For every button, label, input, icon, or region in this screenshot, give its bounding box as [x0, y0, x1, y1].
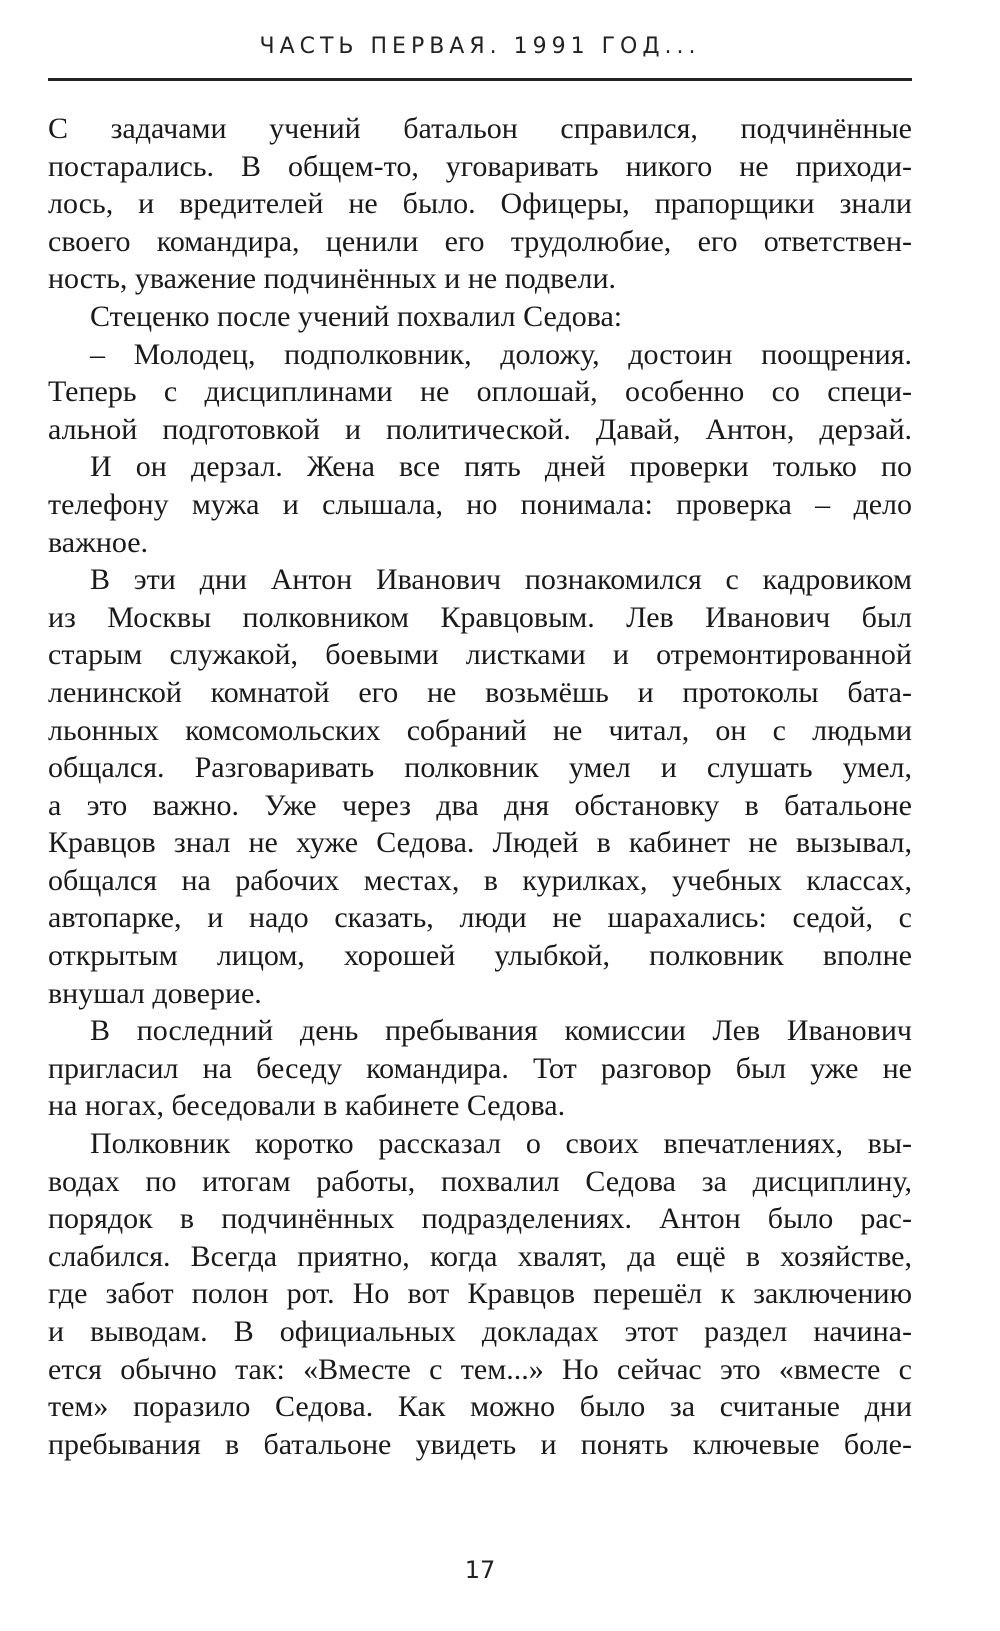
text-line: В последний день пребывания комиссии Лев Иванович — [90, 1014, 912, 1048]
text-line: льонных комсомольских собраний не читал, он с людьми — [48, 713, 912, 747]
text-line: постарались. В общем-то, уговаривать никого не приходи- — [48, 149, 912, 183]
text-line: внушал доверие. — [48, 976, 262, 1010]
text-line: и выводам. В официальных докладах этот раздел начина- — [48, 1315, 912, 1348]
text-line: ется обычно так: «Вместе с тем...» Но сейчас это «вместе с — [48, 1352, 912, 1386]
text-line: слабился. Всегда приятно, когда хвалят, да ещё в хозяйстве, — [48, 1239, 912, 1273]
text-line: порядок в подчинённых подразделениях. Антон было рас- — [48, 1202, 912, 1236]
text-line: своего командира, ценили его трудолюбие, его ответствен- — [48, 224, 912, 258]
text-line: И он дерзал. Жена все пять дней проверки только по — [90, 450, 912, 484]
text-line: важное. — [48, 525, 149, 559]
text-line: альной подготовкой и политической. Давай, Антон, дерзай. — [48, 412, 912, 446]
text-line: лось, и вредителей не было. Офицеры, прапорщики знали — [48, 187, 912, 221]
text-line: автопарке, и надо сказать, люди не шарахались: седой, с — [48, 901, 912, 935]
text-line: телефону мужа и слышала, но понимала: проверка – дело — [48, 487, 912, 521]
text-line: Стеценко после учений похвалил Седова: — [90, 299, 623, 333]
text-line: из Москвы полковником Кравцовым. Лев Иванович был — [48, 600, 912, 634]
text-line: открытым лицом, хорошей улыбкой, полковник вполне — [48, 939, 912, 973]
text-line: ленинской комнатой его не возьмёшь и протоколы бата- — [48, 675, 912, 709]
text-line: С задачами учений батальон справился, подчинённые — [48, 112, 912, 145]
text-line: Кравцов знал не хуже Седова. Людей в кабинет не вызывал, — [48, 826, 912, 860]
running-head: ЧАСТЬ ПЕРВАЯ. 1991 ГОД... — [259, 34, 701, 59]
text-line: В эти дни Антон Иванович познакомился с кадровиком — [90, 563, 912, 597]
text-line: Полковник коротко рассказал о своих впечатлениях, вы- — [90, 1127, 912, 1161]
text-line: – Молодец, подполковник, доложу, достоин поощрения. — [90, 337, 912, 371]
text-line: где забот полон рот. Но вот Кравцов перешёл к заключению — [48, 1277, 912, 1311]
text-line: Теперь с дисциплинами не оплошай, особенно со специ- — [48, 375, 912, 409]
text-line: общался. Разговаривать полковник умел и слушать умел, — [48, 751, 912, 785]
text-line: а это важно. Уже через два дня обстановку в батальоне — [48, 788, 912, 822]
text-line: общался на рабочих местах, в курилках, учебных классах, — [48, 863, 912, 897]
page-number: 17 — [464, 1556, 496, 1584]
header-rule — [48, 78, 912, 81]
text-line: тем» поразило Седова. Как можно было за считаные дни — [48, 1390, 912, 1424]
text-line: пребывания в батальоне увидеть и понять ключевые боле- — [48, 1427, 912, 1461]
text-line: на ногах, беседовали в кабинете Седова. — [48, 1089, 566, 1123]
text-line: ность, уважение подчинённых и не подвели. — [48, 262, 617, 296]
text-line: водах по итогам работы, похвалил Седова за дисциплину, — [48, 1164, 912, 1198]
body-text — [48, 110, 912, 1463]
text-line: старым служакой, боевыми листками и отремонтированной — [48, 638, 912, 672]
text-line: пригласил на беседу командира. Тот разговор был уже не — [48, 1051, 912, 1085]
